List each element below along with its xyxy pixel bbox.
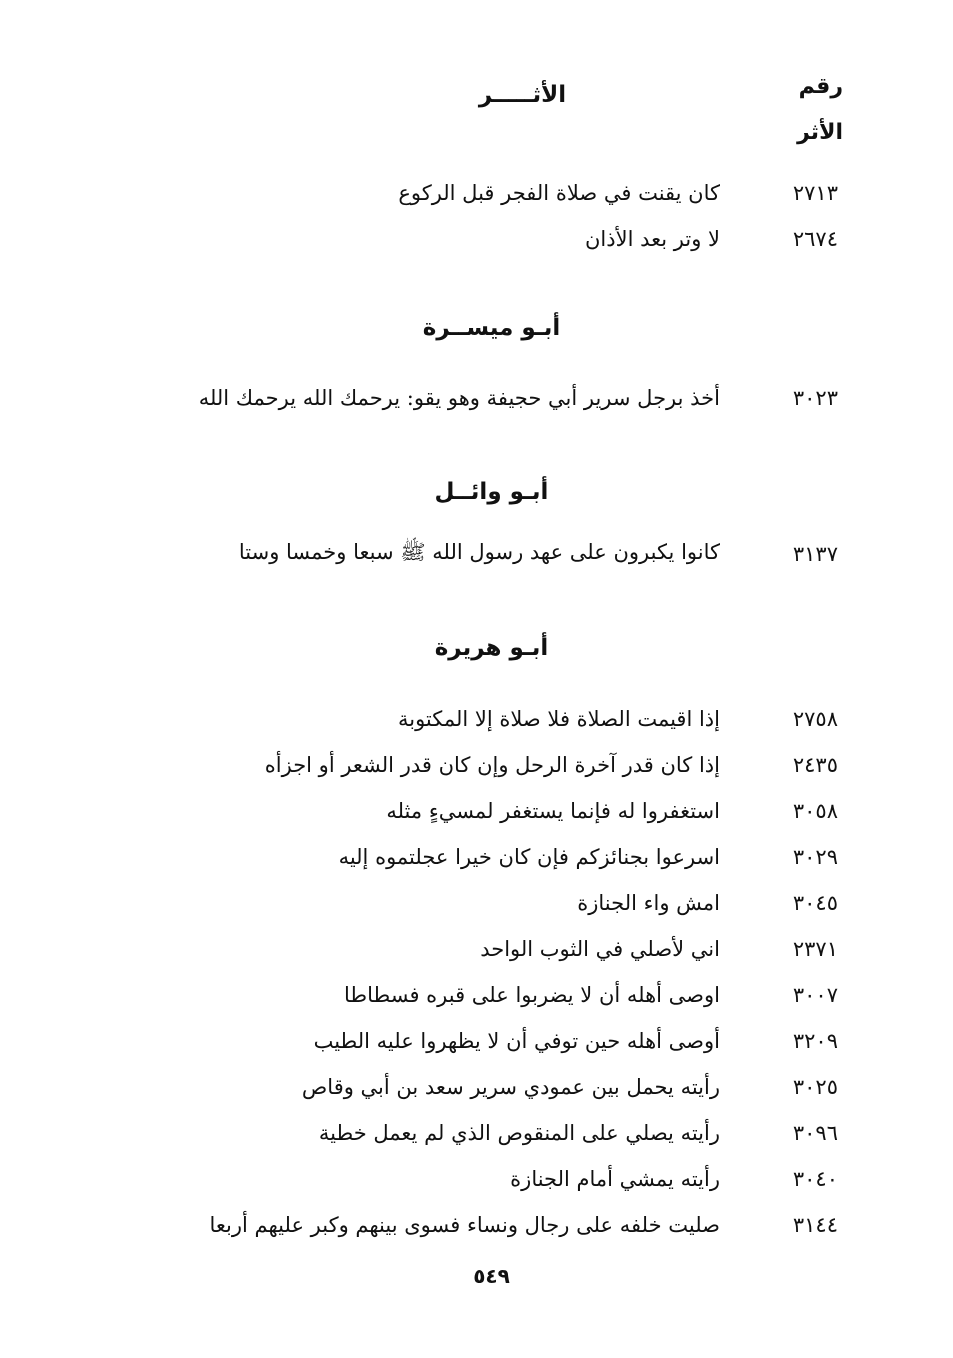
athar-text: صليت خلفه على رجال ونساء فسوى بينهم وكبر عليهم أربعا <box>209 1213 720 1237</box>
athar-number: ٣٠٢٣ <box>792 386 838 410</box>
list-item <box>0 1202 953 1248</box>
column-header-number <box>797 64 843 156</box>
list-item <box>0 788 953 834</box>
athar-text: إذا اقيمت الصلاة فلا صلاة إلا المكتوبة <box>397 707 720 731</box>
athar-number: ٣٠٢٩ <box>792 845 838 869</box>
section-abu-hurayra <box>0 620 953 1248</box>
athar-text: لا وتر بعد الأذان <box>585 227 720 251</box>
athar-number: ٢٣٧١ <box>792 937 838 961</box>
column-header-number-line2: الأثر <box>797 120 843 145</box>
list-item <box>0 926 953 972</box>
athar-number: ٢٧٥٨ <box>792 707 838 731</box>
athar-text: اوصى أهله أن لا يضربوا على قبره فسطاطا <box>343 983 720 1007</box>
athar-text: اني لأصلي في الثوب الواحد <box>480 937 720 961</box>
section-title: أبـو هريرة <box>434 635 549 661</box>
athar-number: ٣٠٠٧ <box>792 983 838 1007</box>
list-item <box>0 972 953 1018</box>
athar-number: ٣٠٤٠ <box>792 1167 838 1191</box>
athar-text: اسرعوا بجنائزكم فإن كان خيرا عجلتموه إليه <box>338 845 720 869</box>
athar-number: ٣١٣٧ <box>792 542 838 566</box>
list-item <box>0 375 953 421</box>
athar-text: كان يقنت في صلاة الفجر قبل الركوع <box>398 181 720 205</box>
list-item <box>0 880 953 926</box>
column-header-number-line1: رقم <box>798 74 843 99</box>
athar-number: ٢٤٣٥ <box>792 753 838 777</box>
list-item <box>0 1110 953 1156</box>
list-item <box>0 696 953 742</box>
list-item <box>0 170 953 216</box>
athar-text: كانوا يكبرون على عهد رسول الله ﷺ سبعا وخمسا وستا <box>238 539 720 564</box>
athar-text: أخذ برجل سرير أبي حجيفة وهو يقو: يرحمك الله يرحمك الله <box>198 386 720 410</box>
column-header-athar: الأثـــــر <box>478 82 567 108</box>
athar-text: امش واء الجنازة <box>577 891 720 915</box>
athar-number: ٢٧١٣ <box>792 181 838 205</box>
athar-number: ٢٦٧٤ <box>792 227 838 251</box>
section-abu-wail <box>0 464 953 577</box>
athar-number: ٣١٤٤ <box>792 1213 838 1237</box>
athar-text: استغفروا له فإنما يستغفر لمسيءٍ مثله <box>386 799 720 823</box>
list-item <box>0 1156 953 1202</box>
list-item <box>0 834 953 880</box>
list-item <box>0 742 953 788</box>
athar-number: ٣٠٩٦ <box>792 1121 838 1145</box>
list-item <box>0 1018 953 1064</box>
section-title: أبـو ميســرة <box>422 315 561 341</box>
athar-text: رأيته يحمل بين عمودي سرير سعد بن أبي وقاص <box>301 1075 720 1099</box>
athar-number: ٣٠٢٥ <box>792 1075 838 1099</box>
athar-text: إذا كان قدر آخرة الرحل وإن كان قدر الشعر أو اجزأه <box>264 753 720 777</box>
athar-number: ٣٢٠٩ <box>792 1029 838 1053</box>
list-item <box>0 216 953 262</box>
section-title: أبـو وائــل <box>434 479 549 505</box>
athar-number: ٣٠٥٨ <box>792 799 838 823</box>
list-item <box>0 1064 953 1110</box>
section-continuation <box>0 170 953 262</box>
athar-text: أوصى أهله حين توفي أن لا يظهروا عليه الطيب <box>313 1029 720 1053</box>
athar-text: رأيته يمشي أمام الجنازة <box>510 1167 720 1191</box>
athar-text: رأيته يصلي على المنقوص الذي لم يعمل خطية <box>318 1121 720 1145</box>
page-number: ٥٤٩ <box>473 1264 510 1288</box>
athar-number: ٣٠٤٥ <box>792 891 838 915</box>
section-abu-maysara <box>0 300 953 421</box>
list-item <box>0 531 953 577</box>
